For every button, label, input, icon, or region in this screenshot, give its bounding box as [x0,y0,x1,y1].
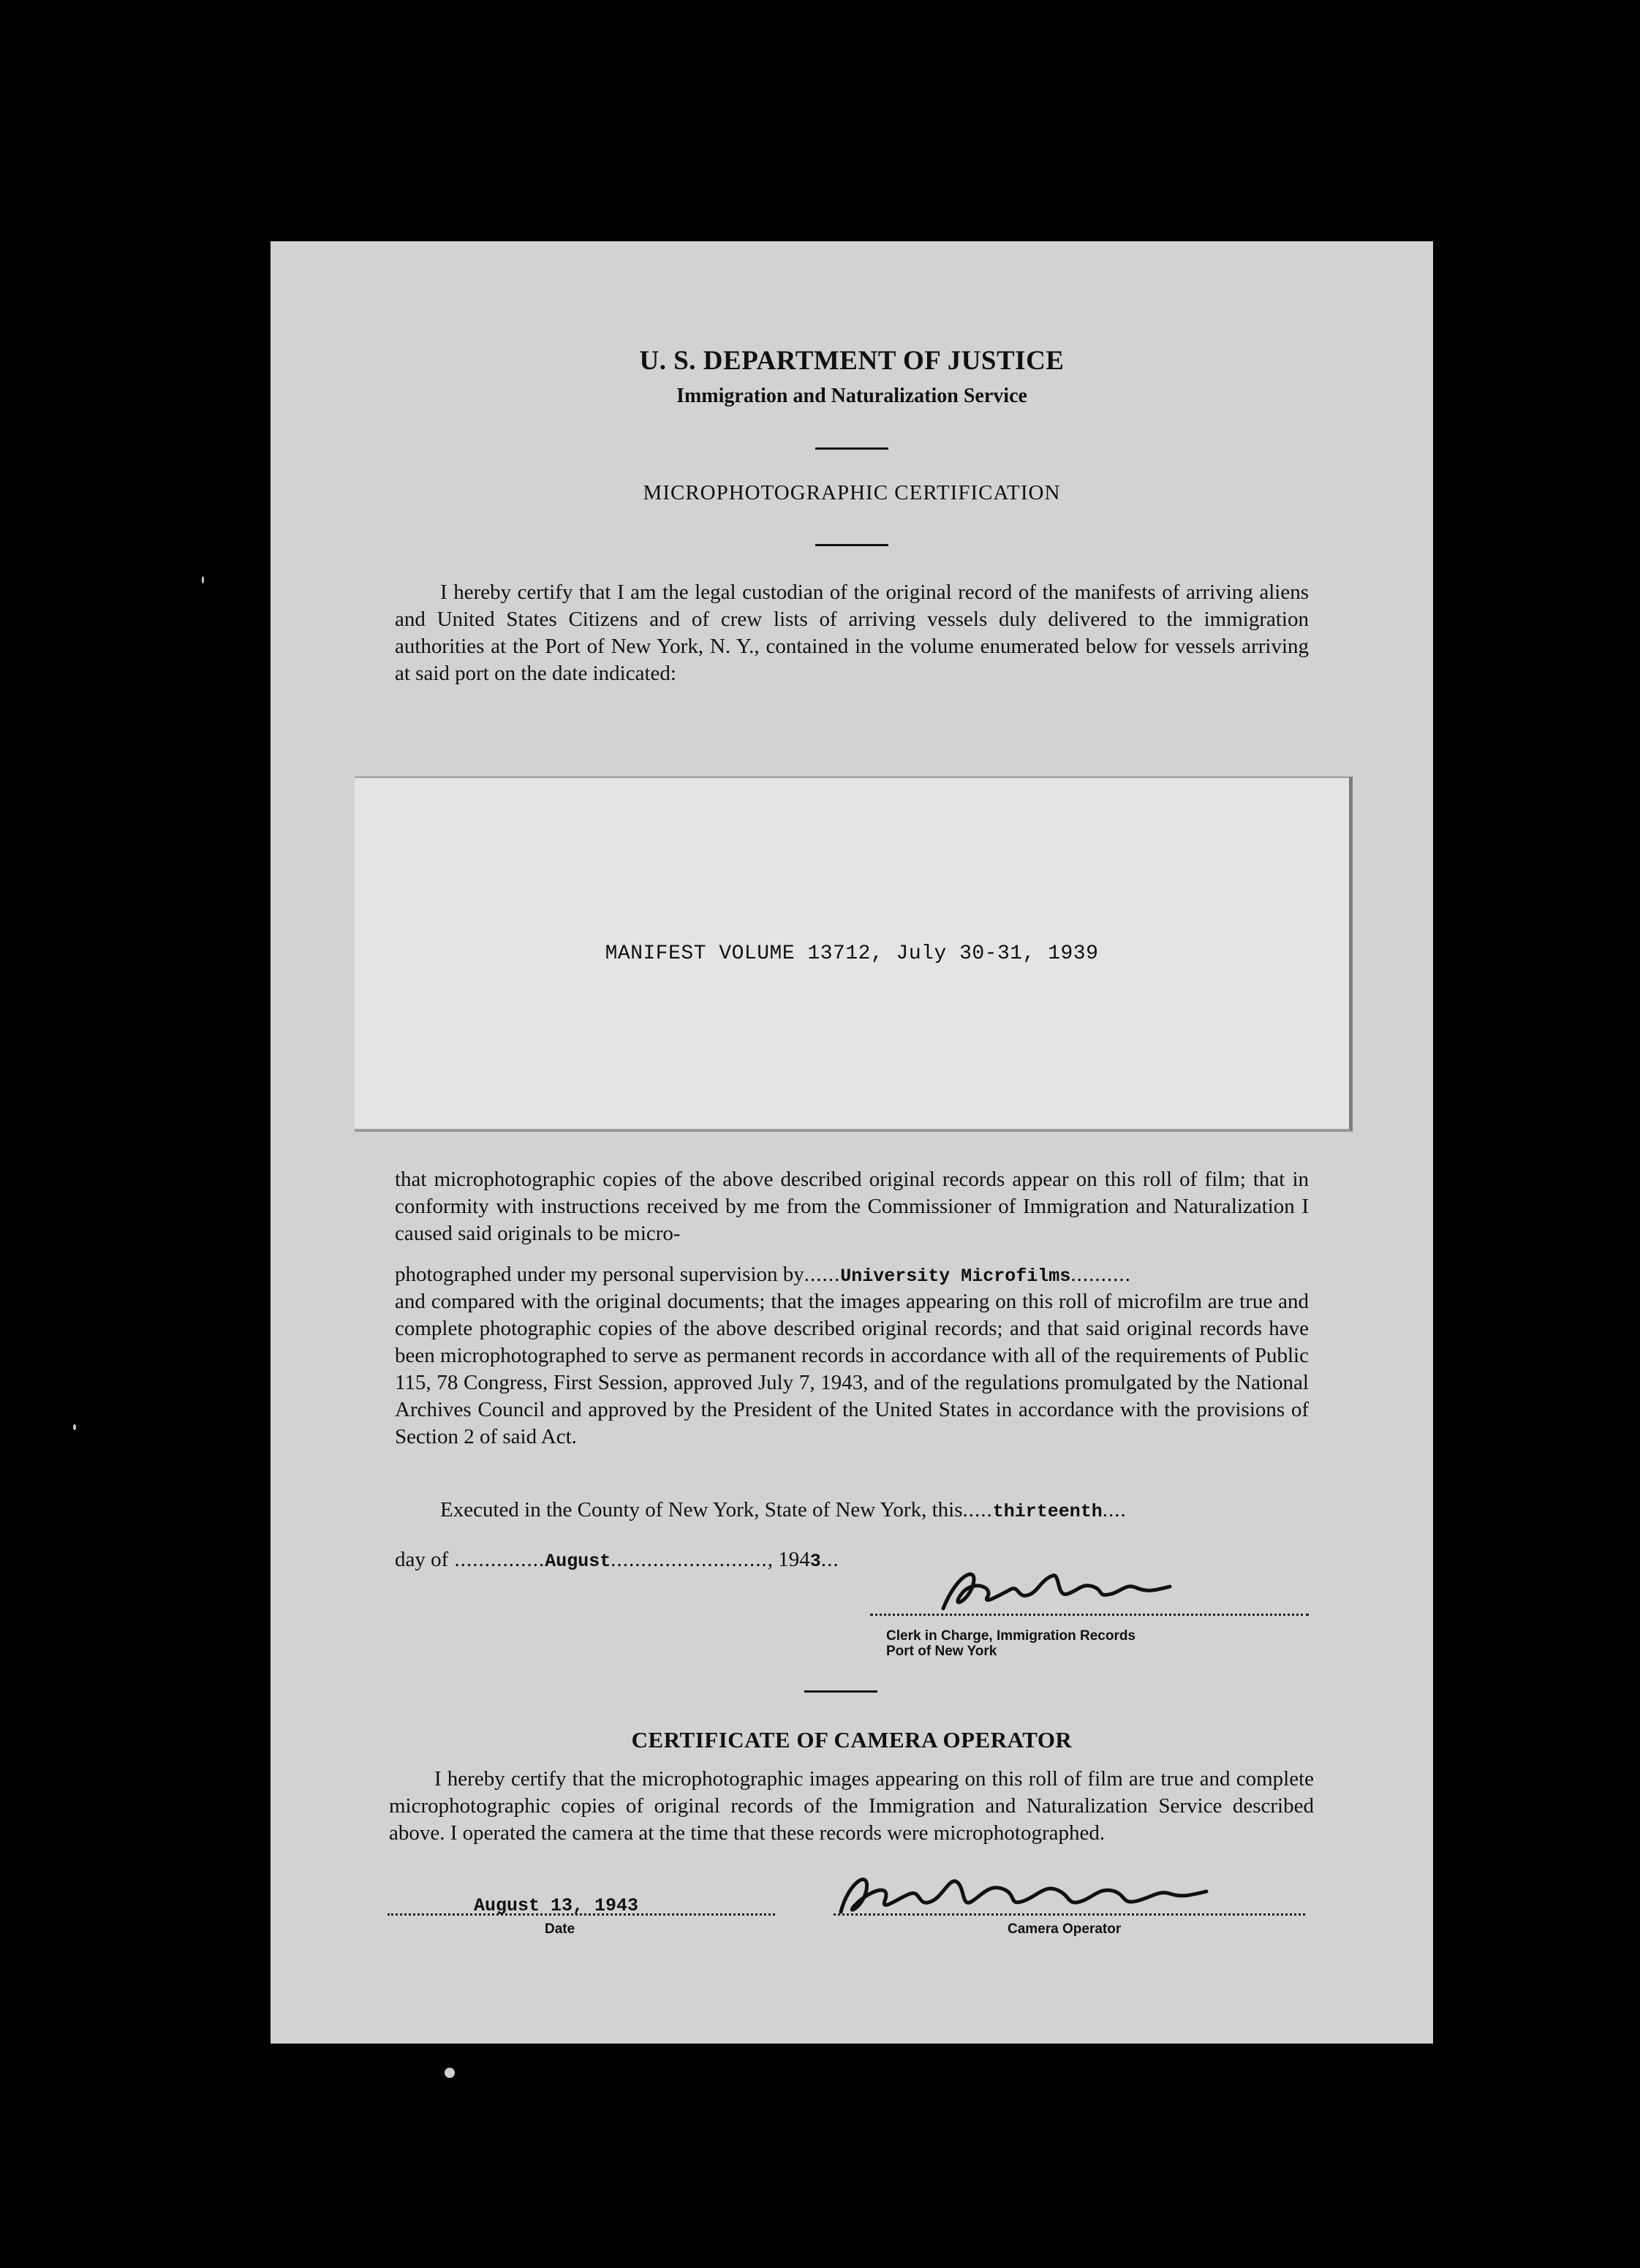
manifest-volume-label: MANIFEST VOLUME 13712, July 30-31, 1939 [605,942,1099,965]
camera-operator-title: CERTIFICATE OF CAMERA OPERATOR [631,1727,1073,1753]
clerk-caption-port: Port of New York [886,1644,997,1659]
intro-text: I hereby certify that I am the legal custodian of the original record of the manifests of arriving aliens and United States Citizens and of crew lists of arriving vessels duly delivered to the immigration authorities at the Port of New York, N. Y., contained in the volume enumerated below for vessels arriving at said port on the date indicated: [395,581,1309,685]
month-value: August [545,1551,611,1572]
camera-date-value: August 13, 1943 [474,1895,639,1916]
body-text-1: that microphotographic copies of the above described original records appear on this roll of film; that in conformity with instructions received by me from the Commissioner of Immigration and Naturalization I caused said originals to be micro- [395,1168,1309,1245]
dot-leader: ...... [804,1263,841,1286]
manifest-insert-slip [355,776,1353,1132]
year-digit: 3 [809,1551,821,1572]
day-of-label: day of [395,1548,449,1571]
dust-speck [445,2068,455,2078]
camera-text: I hereby certify that the microphotographic images appearing on this roll of film are true and complete microphotographic copies of original records of the Immigration and Naturalization Service described above. I operated the camera at the time that these records were microphotographed. [389,1767,1314,1845]
divider [815,447,888,450]
body-paragraph-1 [395,1166,1309,1247]
dot-leader: ............... [448,1548,545,1571]
body-text-2: and compared with the original documents; that the images appearing on this roll of microfilm are true and complete photographic copies of the above described original records; and that said original records have been microphotographed to serve as permanent records in accordance with all of the requirements of Public 115, 78 Congress, First Session, approved July 7, 1943, and of the regulations promulgated by the National Archives Council and approved by the President of the United States in accordance with the provisions of Section 2 of said Act. [395,1290,1309,1448]
executed-day: thirteenth [992,1501,1103,1522]
department-heading: U. S. DEPARTMENT OF JUSTICE [639,346,1065,376]
divider [804,1690,877,1693]
dot-leader: .... [1102,1498,1127,1522]
dust-speck [202,576,204,583]
supervision-line [395,1261,1309,1290]
microfilm-company: University Microfilms [840,1266,1071,1287]
clerk-caption [886,1628,1135,1659]
dot-leader: ... [820,1548,839,1571]
clerk-signature-line [870,1614,1309,1616]
dot-leader: .......................... [611,1548,768,1571]
year-prefix: 194 [778,1548,810,1571]
supervision-prefix: photographed under my personal supervision by [395,1263,804,1286]
executed-line [440,1497,1354,1525]
intro-paragraph [395,579,1309,687]
certification-title: MICROPHOTOGRAPHIC CERTIFICATION [643,481,1061,504]
certificate-page [271,241,1433,2044]
operator-caption: Camera Operator [1008,1921,1122,1937]
operator-signature-line [834,1913,1305,1916]
date-caption: Date [545,1921,575,1937]
body-paragraph-2 [395,1288,1309,1451]
service-subheading: Immigration and Naturalization Service [676,385,1027,407]
camera-paragraph [389,1766,1314,1847]
date-line: day of ...............August.........................., 1943... [395,1548,839,1572]
dot-leader: ..... [962,1498,993,1522]
executed-prefix: Executed in the County of New York, State of New York, this [440,1498,963,1522]
camera-operator-signature [826,1861,1236,1930]
clerk-caption-title: Clerk in Charge, Immigration Records [886,1628,1136,1644]
dust-speck [73,1424,76,1430]
divider [815,544,888,546]
dot-leader: .......... [1070,1263,1131,1286]
